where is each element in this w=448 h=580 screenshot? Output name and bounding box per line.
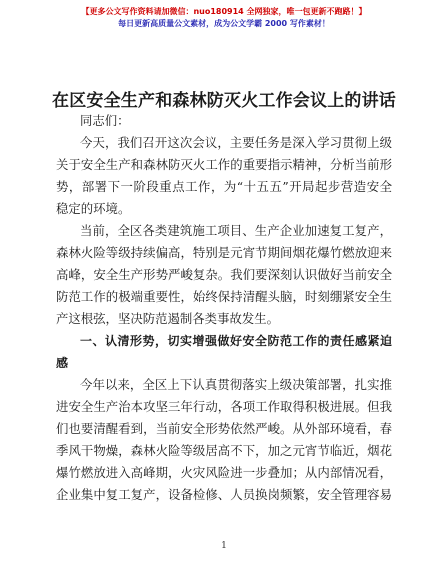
promo-banner xyxy=(0,6,448,30)
banner-line-1: 【更多公文写作资料请加微信：nuo180914 全网独家，唯一包更新不跑路！】 xyxy=(81,7,367,16)
page-number: 1 xyxy=(221,541,227,551)
paragraph-line: 当前，全区各类建筑施工项目、生产企业加速复工复产， xyxy=(80,223,392,238)
paragraph-line: 爆竹燃放进入高峰期，火灾风险进一步叠加；从内部情况看， xyxy=(56,465,392,480)
document-title: 在区安全生产和森林防灭火工作会议上的讲话 xyxy=(52,91,396,111)
paragraph-line: 稳定的环境。 xyxy=(56,201,131,216)
paragraph-line: 产这根弦，坚决防范遏制各类事故发生。 xyxy=(56,311,280,326)
paragraph-line: 们也要清醒看到，当前安全形势依然严峻。从外部环境看，春 xyxy=(56,421,392,436)
paragraph-line: 季风干物燥，森林火险等级居高不下，加之元宵节临近，烟花 xyxy=(56,443,392,458)
section-heading: 感 xyxy=(56,356,69,370)
paragraph-line: 关于安全生产和森林防灭火工作的重要指示精神，分析当前形 xyxy=(56,157,392,172)
paragraph-line: 势，部署下一阶段重点工作，为“十五五”开局起步营造安全 xyxy=(56,179,392,194)
paragraph-line: 森林火险等级持续偏高，特别是元宵节期间烟花爆竹燃放迎来 xyxy=(56,245,392,260)
paragraph-line: 高峰，安全生产形势严峻复杂。我们要深刻认识做好当前安全 xyxy=(56,267,392,282)
paragraph-line: 企业集中复工复产，设备检修、人员换岗频繁，安全管理容易 xyxy=(56,487,392,502)
paragraph-line: 防范工作的极端重要性，始终保持清醒头脑，时刻绷紧安全生 xyxy=(56,289,392,304)
paragraph-line: 进安全生产治本攻坚三年行动，各项工作取得积极进展。但我 xyxy=(56,399,392,414)
paragraph-line: 今天，我们召开这次会议，主要任务是深入学习贯彻上级 xyxy=(80,135,392,150)
document-body xyxy=(56,110,392,506)
salutation: 同志们： xyxy=(80,113,130,128)
section-heading: 一、认清形势，切实增强做好安全防范工作的责任感紧迫 xyxy=(80,334,392,348)
banner-line-2: 每日更新高质量公文素材，成为公文学霸 2000 写作素材！ xyxy=(118,19,330,28)
paragraph-line: 今年以来，全区上下认真贯彻落实上级决策部署，扎实推 xyxy=(80,377,392,392)
